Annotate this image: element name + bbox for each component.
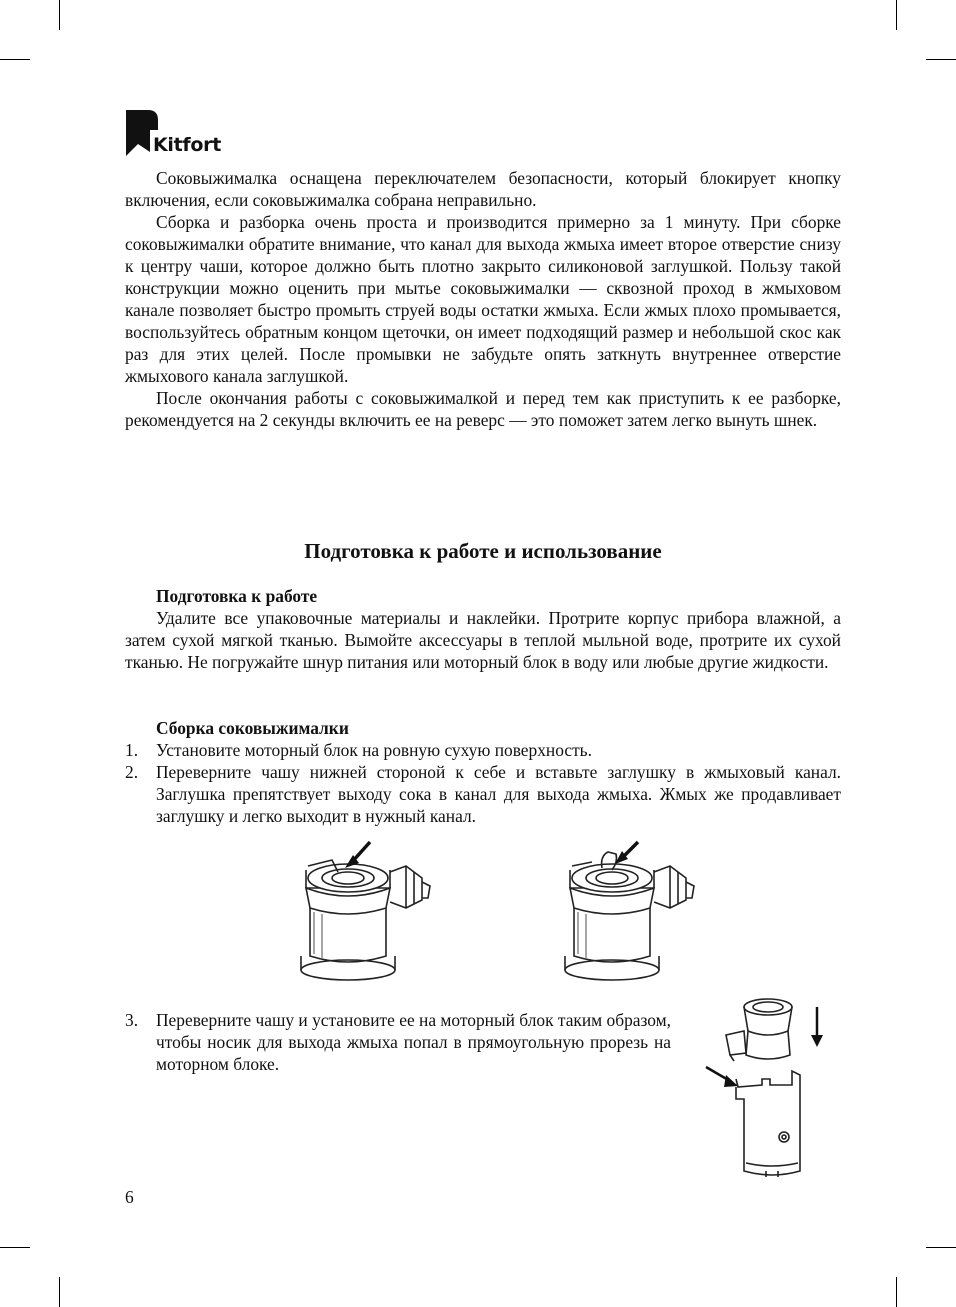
list-item — [125, 761, 841, 827]
step-text: Переверните чашу нижней стороной к себе и вставьте заглушку в жмыховый канал. Заглушка препятствует выходу сока в канал для выхода жмыха. Жмых же продавливает заглушку и легко выходит в нужный канал. — [156, 762, 841, 826]
step-number: 3. — [125, 1010, 139, 1030]
juicer-assembly-illustration — [700, 995, 840, 1180]
crop-mark — [59, 1277, 60, 1307]
list-item — [125, 1009, 671, 1075]
crop-mark — [926, 59, 956, 60]
crop-mark — [0, 59, 30, 60]
crop-mark — [0, 1247, 30, 1248]
crop-mark — [896, 1277, 897, 1307]
paragraph: После окончания работы с соковыжималкой и перед тем как приступить к ее разборке, рекомендуется на 2 секунды включить ее на реверс — это поможет затем легко вынуть шнек. — [125, 388, 841, 430]
list-item — [125, 739, 841, 761]
brand-logo-text: Kitfort — [153, 134, 221, 156]
step-text: Переверните чашу и установите ее на моторный блок таким образом, чтобы носик для выхода жмыха попал в прямоугольную прорезь на моторном блоке. — [156, 1010, 671, 1074]
section-title: Подготовка к работе и использование — [304, 539, 662, 563]
bowl-plug-illustration-2 — [562, 838, 702, 986]
preparation-text: Удалите все упаковочные материалы и наклейки. Протрите корпус прибора влажной, а затем сухой мягкой тканью. Вымойте аксессуары в теплой мыльной воде, протрите их сухой тканью. Не погружайте шнур питания или моторный блок в воду или любые другие жидкости. — [125, 608, 841, 672]
assembly-steps — [125, 739, 841, 827]
assembly-block — [125, 717, 841, 827]
assembly-heading: Сборка соковыжималки — [156, 718, 349, 738]
paragraph: Соковыжималка оснащена переключателем безопасности, который блокирует кнопку включения, если соковыжималка собрана неправильно. — [125, 168, 841, 210]
step-number: 1. — [125, 740, 139, 760]
crop-mark — [59, 0, 60, 30]
step-number: 2. — [125, 762, 139, 782]
assembly-step-3 — [125, 1009, 671, 1075]
crop-mark — [926, 1247, 956, 1248]
intro-text — [125, 167, 841, 431]
paragraph: Сборка и разборка очень проста и производится примерно за 1 минуту. При сборке соковыжималки обратите внимание, что канал для выхода жмыха имеет второе отверстие снизу к центру чаши, которое должно быть плотно закрыто силиконовой заглушкой. Пользу такой конструкции можно оценить при мытье соковыжималки — сквозной проход в жмыховом канале позволяет быстро промыть струей воды остатки жмыха. Если жмых плохо промывается, воспользуйтесь обратным концом щеточки, он имеет подходящий размер и небольшой скос как раз для этих целей. После промывки не забудьте опять заткнуть внутреннее отверстие жмыхового канала заглушкой. — [125, 212, 841, 386]
crop-mark — [896, 0, 897, 30]
bowl-plug-illustration-1 — [298, 838, 438, 986]
page-number: 6 — [125, 1187, 134, 1207]
preparation-heading: Подготовка к работе — [156, 586, 318, 606]
step-text: Установите моторный блок на ровную сухую поверхность. — [156, 740, 592, 760]
preparation-block — [125, 585, 841, 673]
